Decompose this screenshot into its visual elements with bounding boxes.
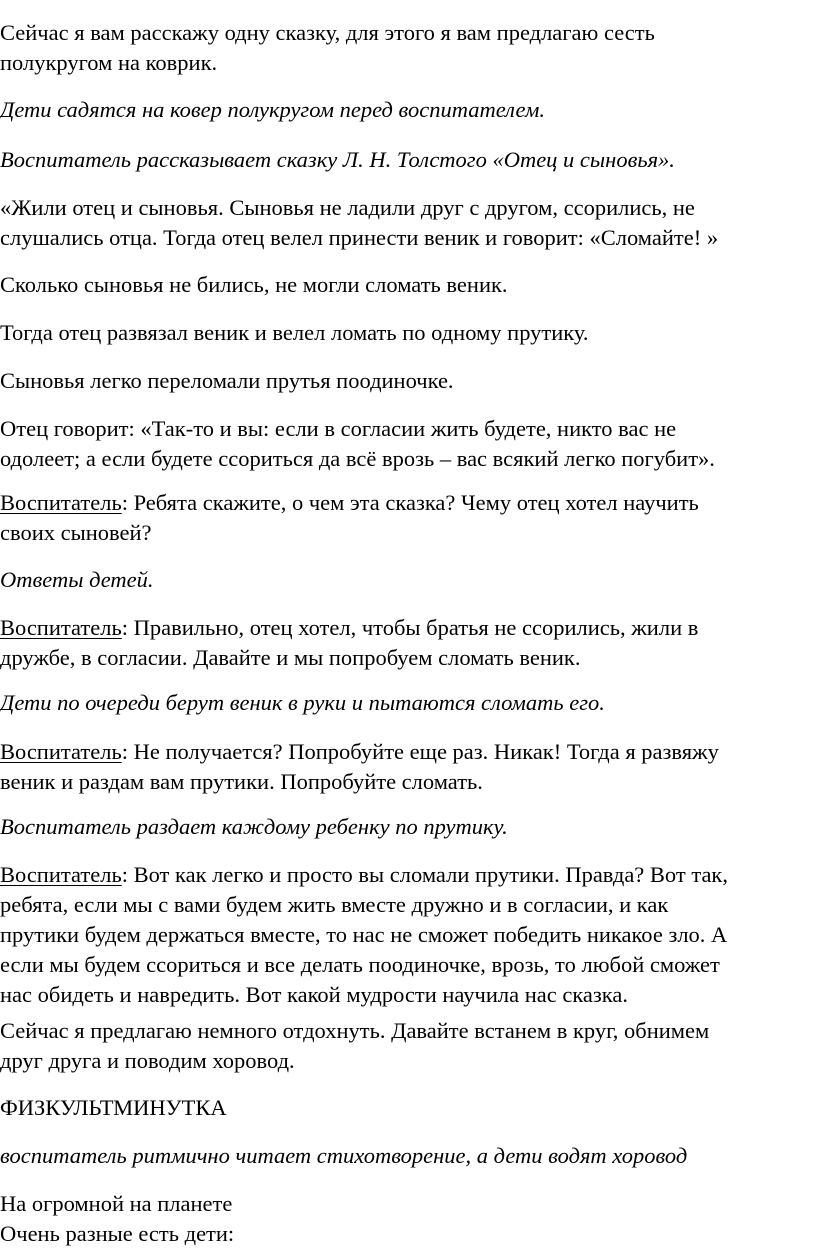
poem-lines [0,1189,806,1249]
paragraph-teacher-correct [0,613,806,673]
text-line: одолеет; а если будете ссориться да всё врозь – вас всякий легко погубит». [0,446,715,471]
text-line: Сейчас я вам расскажу одну сказку, для этого я вам предлагаю сесть [0,20,655,45]
text-line: прутики будем держаться вместе, то нас не сможет победить никакое зло. А [0,922,728,947]
stage-direction-hand-out: Воспитатель раздает каждому ребенку по прутику. [0,814,508,839]
text-line: слушались отца. Тогда отец велел принести веник и говорит: «Сломайте! » [0,225,719,250]
text-line: веник и раздам вам прутики. Попробуйте сломать. [0,769,483,794]
text-line: полукругом на коврик. [0,50,218,75]
text-line: : Вот как легко и просто вы сломали прутики. Правда? Вот так, [121,862,728,887]
stage-direction-seating: Дети садятся на ковер полукругом перед воспитателем. [0,97,545,122]
poem-line: На огромной на планете [0,1191,233,1216]
paragraph-teacher-untie [0,737,806,797]
text-line: если мы будем ссориться и все делать поодиночке, врозь, то любой сможет [0,952,720,977]
paragraph-tale-broom: Сколько сыновья не бились, не могли сломать веник. [0,272,508,297]
text-line: ребята, если мы с вами будем жить вместе дружно и в согласии, и как [0,892,669,917]
text-line: Сейчас я предлагаю немного отдохнуть. Давайте встанем в круг, обнимем [0,1018,710,1043]
paragraph-rest [0,1016,806,1076]
text-line: «Жили отец и сыновья. Сыновья не ладили друг с другом, ссорились, не [0,195,695,220]
speaker-label: Воспитатель [0,615,122,640]
speaker-label: Воспитатель [0,862,122,887]
paragraph-tale-untie: Тогда отец развязал веник и велел ломать по одному прутику. [0,320,589,345]
text-line: нас обидеть и навредить. Вот какой мудрости научила нас сказка. [0,982,629,1007]
text-line: своих сыновей? [0,520,152,545]
paragraph-teacher-lesson [0,860,806,1010]
paragraph-teacher-question [0,488,806,548]
speaker-label: Воспитатель [0,490,122,515]
poem-line: Очень разные есть дети: [0,1221,235,1246]
text-line: : Ребята скажите, о чем эта сказка? Чему отец хотел научить [121,490,699,515]
text-line: дружбе, в согласии. Давайте и мы попробуем сломать веник. [0,645,581,670]
text-line: Отец говорит: «Так-то и вы: если в согласии жить будете, никто вас не [0,416,677,441]
paragraph-intro [0,18,806,78]
paragraph-tale-break: Сыновья легко переломали прутья поодиночке. [0,368,454,393]
text-line: : Правильно, отец хотел, чтобы братья не ссорились, жили в [121,615,699,640]
stage-direction-answers: Ответы детей. [0,567,154,592]
stage-direction-try-break: Дети по очереди берут веник в руки и пытаются сломать его. [0,690,605,715]
stage-direction-round-dance: воспитатель ритмично читает стихотворение, а дети водят хоровод [0,1143,688,1168]
section-heading-fizkultminutka: ФИЗКУЛЬТМИНУТКА [0,1095,227,1120]
stage-direction-tale: Воспитатель рассказывает сказку Л. Н. Толстого «Отец и сыновья». [0,147,675,172]
text-line: : Не получается? Попробуйте еще раз. Никак! Тогда я развяжу [121,739,719,764]
paragraph-tale-moral [0,414,806,474]
text-line: друг друга и поводим хоровод. [0,1048,295,1073]
speaker-label: Воспитатель [0,739,122,764]
paragraph-tale-start [0,193,806,253]
